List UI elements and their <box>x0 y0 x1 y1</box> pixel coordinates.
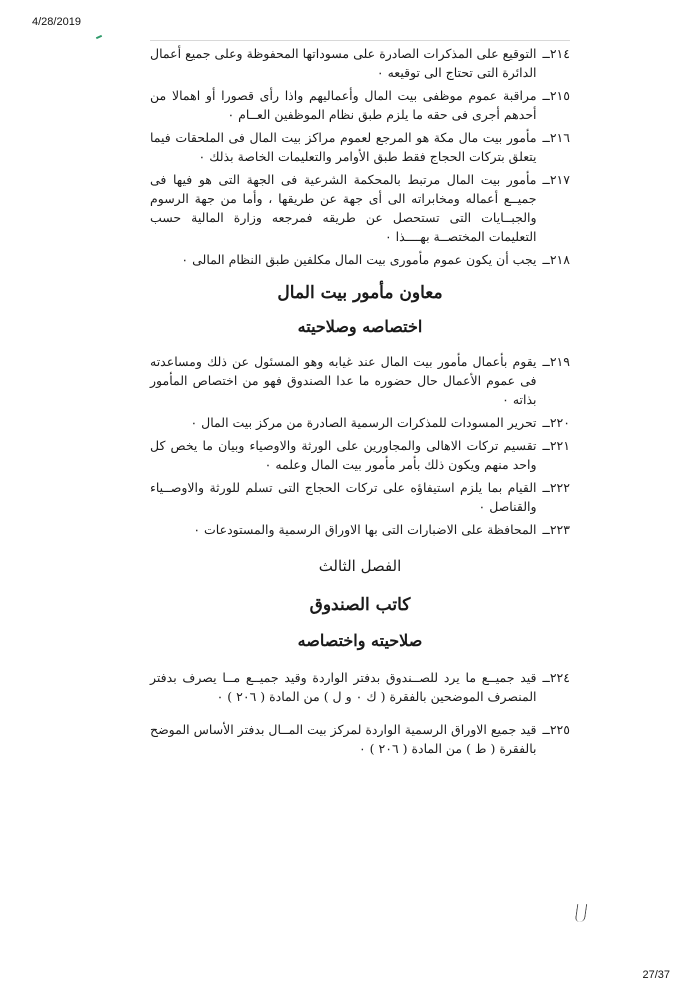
item-text: مراقبة عموم موظفى بيت المال وأعماليهم واذا رأى قصورا أو اهمالا من أحدهم أجرى فى حقه ما يلزم طبق نظام الموظفين العــام ٠ <box>150 88 537 122</box>
heading-assistant-sub: اختصاصه وصلاحيته <box>297 317 423 336</box>
item-number: ٢٢٥ــ <box>542 722 570 737</box>
item-text: قيد جميــع ما يرد للصــندوق بدفتر الواردة وقيد جميــع مــا يصرف بدفتر المنصرف الموضحين بالفقرة ( ك ٠ و ل ) من المادة ( ٢٠٦ ) ٠ <box>150 670 537 704</box>
list-item <box>150 720 570 758</box>
item-number: ٢٢١ــ <box>542 438 570 453</box>
item-text: التوقيع على المذكرات الصادرة على مسوداتها المحفوظة وعلى جميع أعمال الدائرة التى تحتاج الى توقيعه ٠ <box>150 46 537 80</box>
item-text: قيد جميع الاوراق الرسمية الواردة لمركز بيت المــال بدفتر الأساس الموضح بالفقرة ( ط ) من المادة ( ٢٠٦ ) ٠ <box>150 722 537 756</box>
item-number: ٢١٨ــ <box>542 252 570 267</box>
margin-mark <box>575 904 588 922</box>
list-item <box>150 170 570 246</box>
item-text: يقوم بأعمال مأمور بيت المال عند غيابه وهو المسئول عن ذلك ومساعدته فى عموم الأعمال حال حضوره ما عدا الصندوق فهو من اختصاص المأمور بذاته ٠ <box>150 354 537 407</box>
heading-cashier: كاتب الصندوق <box>309 595 411 615</box>
heading-cashier-sub: صلاحيته واختصاصه <box>297 631 423 650</box>
item-text: يجب أن يكون عموم مأمورى بيت المال مكلفين طبق النظام المالى ٠ <box>181 252 537 267</box>
item-number: ٢٢٤ــ <box>542 670 570 685</box>
list-item <box>150 352 570 409</box>
list-item <box>150 478 570 516</box>
item-number: ٢١٩ــ <box>542 354 570 369</box>
item-number: ٢١٦ــ <box>542 130 570 145</box>
item-number: ٢٢٠ــ <box>542 415 570 430</box>
item-text: تحرير المسودات للمذكرات الرسمية الصادرة من مركز بيت المال ٠ <box>190 415 537 430</box>
list-item <box>150 250 570 269</box>
item-text: مأمور بيت المال مرتبط بالمحكمة الشرعية فى الجهة التى هو فيها فى جميــع أعماله ومخابراته الى أى جهة عن طريقها ، وأما من جهة الرسوم والجبــايات التى تستحصل عن طريقه فمرجعه وزارة المالية حسب التعليمات المختصــة بهــــذا ٠ <box>150 172 537 244</box>
list-item <box>150 86 570 124</box>
chapter-label: الفصل الثالث <box>318 557 402 575</box>
heading-assistant: معاون مأمور بيت المال <box>277 283 443 303</box>
item-text: تقسيم تركات الاهالى والمجاورين على الورثة والاوصياء وبيان ما يخص كل واحد منهم ويكون ذلك بأمر مأمور بيت المال وعلمه ٠ <box>150 438 537 472</box>
section-a <box>150 44 570 269</box>
item-text: القيام بما يلزم استيفاؤه على تركات الحجاج التى تسلم للورثة والاوصــياء والقناصل ٠ <box>150 480 537 514</box>
print-date: 4/28/2019 <box>32 16 81 28</box>
section-c <box>150 668 570 758</box>
item-number: ٢٢٣ــ <box>542 522 570 537</box>
list-item <box>150 413 570 432</box>
scan-mark <box>96 35 102 39</box>
document-body <box>150 44 570 762</box>
list-item <box>150 520 570 539</box>
item-number: ٢١٥ــ <box>542 88 570 103</box>
list-item <box>150 436 570 474</box>
item-number: ٢٢٢ــ <box>542 480 570 495</box>
item-text: مأمور بيت مال مكة هو المرجع لعموم مراكز بيت المال فى الملحقات فيما يتعلق بتركات الحجاج فقط طبق الأوامر والتعليمات الخاصة بذلك ٠ <box>150 130 537 164</box>
top-rule <box>150 40 570 41</box>
section-b <box>150 352 570 539</box>
print-page-number: 27/37 <box>642 969 670 981</box>
list-item <box>150 668 570 706</box>
item-number: ٢١٤ــ <box>542 46 570 61</box>
list-item <box>150 44 570 82</box>
item-number: ٢١٧ــ <box>542 172 570 187</box>
list-item <box>150 128 570 166</box>
item-text: المحافظة على الاضبارات التى بها الاوراق الرسمية والمستودعات ٠ <box>193 522 537 537</box>
